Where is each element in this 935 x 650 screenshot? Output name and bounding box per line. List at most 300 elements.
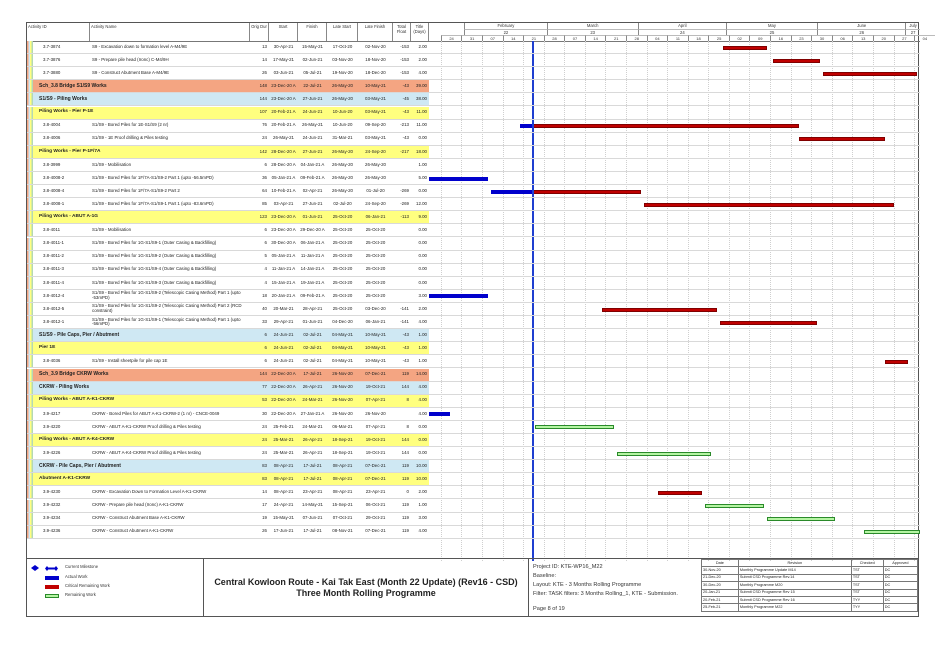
wbs-row[interactable] [27, 395, 920, 408]
cell-dur: 6 [264, 358, 267, 364]
week-label: 20 [873, 35, 894, 41]
wbs-level-stripes [27, 500, 33, 512]
cell-ls: 17-Oct-20 [332, 43, 353, 49]
cell-days: 0.00 [418, 266, 427, 272]
cell-lf: 07-Dec-21 [365, 462, 386, 468]
cell-lf: 18-Dec-20 [365, 69, 386, 75]
cell-ls: 25-Oct-20 [332, 253, 353, 259]
header-activity-id[interactable]: Activity ID [27, 23, 90, 41]
cell-start: 22-Dec-20 A [271, 397, 296, 403]
cell-id: 3.7-3876 [43, 56, 61, 62]
wbs-row[interactable] [27, 80, 920, 93]
cell-start: 05-Jan-21 A [271, 174, 296, 180]
revision-cell: Submit CSD Programme Rev 15 [738, 589, 851, 596]
revision-cell: DC [883, 589, 917, 596]
cell-id: CKRW - Piling Works [39, 384, 90, 391]
cell-tf [393, 290, 411, 302]
cell-id: Piling Works - ABUT A-K1-CKRW [39, 397, 115, 403]
cell-name: S1/S9 - Bored Piles for 1G-S1/S9-2 (Telescopic Casing Method) Part 2 (RCD constraint) [92, 303, 242, 314]
cell-ls: 31-Mar-21 [332, 135, 353, 141]
activity-row[interactable] [27, 54, 920, 67]
cell-name: S1/S9 - Mobilisation [92, 227, 132, 233]
cell-finish: 24-Jun-21 [302, 109, 323, 115]
header-title-days[interactable]: Title (Days) [411, 23, 429, 41]
cell-id: 3.8-4004 [43, 122, 61, 128]
month-number: 23 [547, 29, 638, 35]
wbs-level-stripes [27, 224, 33, 236]
cell-finish: 26-Apr-21 [302, 436, 323, 442]
cell-name: S1/S9 - Bored Piles for 1F/7A-S1/S9-2 Part 1 (upto -56.5mPD) [92, 174, 214, 180]
cell-tf [393, 238, 411, 250]
week-label: 16 [770, 35, 791, 41]
cell-finish: 01-Jun-21 [302, 318, 323, 324]
cell-days: 0.00 [418, 187, 427, 193]
activity-row[interactable] [27, 408, 920, 421]
programme-title [203, 559, 529, 617]
wbs-row[interactable] [27, 342, 920, 355]
cell-tf: -153 [400, 43, 409, 49]
activity-row[interactable] [27, 185, 920, 198]
wbs-row[interactable] [27, 473, 920, 486]
header-orig-dur[interactable]: Orig Dur [250, 23, 269, 41]
activity-row[interactable] [27, 251, 920, 264]
wbs-level-stripes [27, 185, 33, 197]
cell-days: 1.00 [418, 358, 427, 364]
cell-lf: 07-Apr-21 [365, 423, 386, 429]
revision-cell: 25-Feb-21 [702, 604, 739, 611]
cell-days: 4.00 [418, 384, 427, 390]
activity-row[interactable] [27, 421, 920, 434]
cell-days: 11.00 [416, 109, 427, 115]
wbs-row[interactable] [27, 460, 920, 473]
header-finish[interactable]: Finish [298, 23, 327, 41]
wbs-level-stripes [27, 526, 33, 538]
cell-dur: 64 [262, 187, 267, 193]
wbs-row[interactable] [27, 211, 920, 224]
cell-start: 20-Feb-21 A [271, 122, 296, 128]
cell-tf: -217 [400, 148, 409, 154]
cell-dur: 123 [259, 214, 267, 220]
cell-tf: -213 [400, 122, 409, 128]
activity-row[interactable] [27, 500, 920, 513]
cell-ls: 02-Jul-20 [333, 200, 352, 206]
cell-lf: 23-Apr-21 [365, 489, 386, 495]
legend-critical-remaining-work: Critical Remaining Work [65, 583, 110, 588]
cell-ls: 26-Nov-20 [332, 384, 353, 390]
cell-dur: 6 [264, 161, 267, 167]
cell-dur: 19 [262, 515, 267, 521]
week-label: 24 [441, 35, 462, 41]
cell-id: Piling Works - Pier P-1E [39, 109, 94, 115]
cell-tf: -113 [400, 214, 409, 220]
cell-finish: 27-Jun-21 [302, 148, 323, 154]
activity-row[interactable] [27, 264, 920, 277]
activity-row[interactable] [27, 513, 920, 526]
revision-cell: 20-Jan-21 [702, 589, 739, 596]
cell-name: S9 - Excavation down to formation level A-M4/9E [92, 43, 188, 49]
cell-id: Sch_3.8 Bridge S1/S9 Works [39, 83, 107, 90]
cell-id: 3.8-4036 [43, 358, 61, 364]
revision-cell: Monthly Programme M22 [738, 604, 851, 611]
cell-lf: 26-May-20 [365, 161, 386, 167]
cell-id: Piling Works - Pier P-1F/7A [39, 148, 101, 154]
cell-lf: 01-Jul-20 [366, 187, 385, 193]
footer [27, 558, 918, 617]
cell-finish: 11-Jan-21 A [300, 253, 325, 259]
revision-cell: DC [883, 596, 917, 603]
cell-name: S9 - Construct Abutment Base A-M4/9E [92, 69, 170, 75]
week-label: 13 [852, 35, 873, 41]
cell-ls: 08-Apr-21 [332, 462, 353, 468]
cell-tf [393, 264, 411, 276]
cell-tf: -141 [400, 305, 409, 311]
cell-finish: 26-May-21 [302, 122, 323, 128]
cell-finish: 17-Jul-21 [303, 462, 322, 468]
revision-row [702, 574, 918, 581]
cell-ls: 26-May-20 [332, 96, 353, 102]
cell-id: Pier 1E [39, 345, 56, 351]
title-line-2: Three Month Rolling Programme [296, 588, 436, 598]
milestone-symbol [31, 565, 39, 571]
revision-cell: 30-Dec-20 [702, 582, 739, 589]
wbs-row[interactable] [27, 107, 920, 120]
cell-finish: 17-Jul-21 [303, 476, 322, 482]
cell-days: 0.00 [418, 423, 427, 429]
cell-id: 3.7-3880 [43, 69, 61, 75]
cell-id: S1/S9 - Pile Caps, Pier / Abutment [39, 331, 120, 338]
cell-ls: 25-Oct-20 [332, 305, 353, 311]
cell-name: S1/S9 - Bored Piles for 1F/7A-S1/S9-2 Part 2 [92, 187, 180, 193]
week-label: 07 [482, 35, 503, 41]
revision-row [702, 604, 918, 611]
cell-start: 08-Apr-21 [273, 489, 294, 495]
header-late-start[interactable]: Late Start [327, 23, 358, 41]
week-label: 07 [564, 35, 585, 41]
wbs-row[interactable] [27, 93, 920, 106]
cell-id: 3.8-4008-1 [43, 200, 65, 206]
cell-ls: 04-May-21 [332, 331, 353, 337]
cell-finish: 02-Jun-21 [302, 56, 323, 62]
cell-start: 08-Apr-21 [273, 476, 294, 482]
revision-cell: TYY [851, 604, 883, 611]
cell-dur: 13 [262, 43, 267, 49]
cell-days: 0.00 [418, 240, 427, 246]
cell-days: 18.00 [416, 148, 427, 154]
month-label: May [726, 23, 817, 29]
cell-dur: 148 [259, 83, 267, 89]
cell-start: 30-Apr-21 [273, 43, 294, 49]
cell-days: 10.00 [416, 476, 427, 482]
week-label: 09 [749, 35, 770, 41]
revision-cell: DC [883, 582, 917, 589]
week-label: 23 [791, 35, 812, 41]
cell-days: 0.00 [418, 227, 427, 233]
cell-tf: -43 [402, 135, 409, 141]
cell-ls: 26-May-20 [332, 174, 353, 180]
cell-finish: 19-Jan-21 A [300, 279, 325, 285]
week-label: 14 [585, 35, 606, 41]
revision-row [702, 582, 918, 589]
activity-row[interactable] [27, 316, 920, 329]
cell-dur: 77 [262, 384, 267, 390]
cell-tf [393, 251, 411, 263]
cell-finish: 09-Feb-21 A [300, 174, 325, 180]
cell-finish: 06-Jan-21 A [300, 240, 325, 246]
cell-dur: 26 [262, 69, 267, 75]
cell-id: 3.8-4011-4 [43, 279, 64, 285]
cell-name: CKRW - Excavation Down to Formation Level A-K1-CKRW [92, 489, 207, 495]
header-start[interactable]: Start [269, 23, 298, 41]
revision-row [702, 589, 918, 596]
cell-tf: -153 [400, 69, 409, 75]
cell-start: 29-Apr-21 [273, 318, 294, 324]
cell-lf: 29-Oct-21 [365, 515, 386, 521]
activity-row[interactable] [27, 224, 920, 237]
cell-ls: 08-Nov-21 [332, 528, 353, 534]
cell-tf: 144 [401, 384, 409, 390]
week-label: 04 [914, 35, 935, 41]
cell-start: 17-May-21 [273, 56, 294, 62]
cell-lf: 25-Oct-20 [365, 240, 386, 246]
header-activity-name[interactable]: Activity Name [90, 23, 250, 41]
cell-dur: 24 [262, 449, 267, 455]
cell-days: 5.00 [418, 174, 427, 180]
cell-name: S1/S9 - Bored Piles for 1G-S1/S9-2 (Outer Casing & Backfilling) [92, 253, 217, 259]
wbs-level-stripes [27, 513, 33, 525]
cell-start: 23-Dec-20 A [271, 96, 296, 102]
cell-finish: 24-Mar-21 [302, 397, 323, 403]
activity-row[interactable] [27, 526, 920, 539]
activity-row[interactable] [27, 159, 920, 172]
wbs-level-stripes [27, 238, 33, 250]
cell-tf [393, 277, 411, 289]
cell-days: 1.00 [418, 502, 427, 508]
cell-days: 0.00 [418, 135, 427, 141]
activity-row[interactable] [27, 172, 920, 185]
cell-dur: 6 [264, 227, 267, 233]
cell-name: CKRW - ABUT A-K4-CKRW Proof drilling & Piles testing [92, 449, 201, 455]
cell-id: Piling Works - ABUT A-1G [39, 214, 98, 220]
week-label: 06 [832, 35, 853, 41]
cell-start: 23-Dec-20 A [271, 214, 296, 220]
wbs-level-stripes [27, 41, 33, 53]
cell-id: 3.8-4011 [43, 227, 61, 233]
cell-name: CKRW - Construct Abutment Base A-K1-CKRW [92, 515, 185, 521]
week-label: 02 [729, 35, 750, 41]
cell-name: CKRW - Construct Abutment A-K1-CKRW [92, 528, 174, 534]
wbs-row[interactable] [27, 434, 920, 447]
activity-row[interactable] [27, 303, 920, 316]
wbs-row[interactable] [27, 329, 920, 342]
cell-dur: 33 [262, 318, 267, 324]
cell-days: 14.00 [416, 371, 427, 377]
cell-lf: 19-Oct-21 [365, 436, 386, 442]
cell-finish: 27-Jun-21 [302, 96, 323, 102]
cell-start: 20-Jan-21 A [271, 292, 296, 298]
cell-id: 3.9-4220 [43, 423, 61, 429]
cell-lf: 24-Sep-20 [365, 148, 386, 154]
critical-work-swatch [45, 585, 59, 589]
wbs-level-stripes [27, 486, 33, 498]
cell-ls: 25-Oct-20 [332, 279, 353, 285]
cell-tf: 119 [402, 515, 409, 521]
cell-start: 24-Apr-21 [273, 502, 294, 508]
cell-start: 24-Jun-21 [273, 358, 294, 364]
cell-lf: 19-Oct-21 [365, 384, 386, 390]
cell-finish: 24-Mar-21 [302, 423, 323, 429]
cell-tf: -43 [402, 345, 409, 351]
title-line-1: Central Kowloon Route - Kai Tak East (Month 22 Update) (Rev16 - CSD) [214, 577, 518, 587]
activity-row[interactable] [27, 486, 920, 499]
wbs-level-stripes [27, 277, 33, 289]
cell-name: S1/S9 - Bored Piles for 1F/7A-S1/S9-1 Part 1 (upto -83.6mPD) [92, 200, 214, 206]
cell-id: CKRW - Pile Caps, Pier / Abutment [39, 462, 121, 469]
cell-finish: 29-Dec-20 A [300, 227, 325, 233]
cell-finish: 02-Jul-21 [303, 331, 322, 337]
cell-dur: 14 [262, 489, 267, 495]
cell-tf: 8 [406, 397, 409, 403]
cell-days: 4.00 [418, 397, 427, 403]
cell-finish: 26-Apr-21 [302, 449, 323, 455]
cell-finish: 01-Jun-21 [302, 214, 323, 220]
activity-row[interactable] [27, 290, 920, 303]
cell-dur: 142 [259, 148, 267, 154]
activity-row[interactable] [27, 277, 920, 290]
cell-tf: -43 [402, 331, 409, 337]
cell-lf: 25-Oct-20 [365, 279, 386, 285]
cell-dur: 24 [262, 423, 267, 429]
activity-row[interactable] [27, 238, 920, 251]
week-label: 31 [461, 35, 482, 41]
cell-days: 11.00 [416, 122, 427, 128]
week-label: 28 [544, 35, 565, 41]
cell-finish: 23-Apr-21 [302, 489, 323, 495]
cell-id: 3.8-4011-3 [43, 266, 64, 272]
cell-dur: 5 [264, 253, 267, 259]
cell-ls: 18-Sep-21 [332, 436, 353, 442]
wbs-row[interactable] [27, 369, 920, 382]
cell-name: S1/S9 - Bored Piles for 1G-S1/S9-1 (Telescopic Casing Method) Part 1 (upto -56mPD) [92, 316, 241, 327]
cell-days: 1.00 [418, 161, 427, 167]
header-total-float[interactable]: Total Float [393, 23, 411, 41]
revision-cell: TST [851, 574, 883, 581]
cell-lf: 03-May-21 [365, 109, 386, 115]
wbs-row[interactable] [27, 382, 920, 395]
cell-days: 4.00 [418, 528, 427, 534]
cell-ls: 25-Oct-20 [332, 227, 353, 233]
cell-ls: 26-May-20 [332, 187, 353, 193]
cell-name: CKRW - Bored Piles for ABUT A-K1-CKRW-2 (1 nr) - CNCE-0049 [92, 410, 220, 416]
activity-row[interactable] [27, 41, 920, 54]
activity-row[interactable] [27, 198, 920, 211]
cell-name: S1/S9 - 1E Proof drilling & Piles testing [92, 135, 168, 141]
cell-dur: 36 [262, 174, 267, 180]
cell-ls: 25-Oct-20 [332, 240, 353, 246]
activity-row[interactable] [27, 67, 920, 80]
cell-ls: 03-Nov-20 [332, 56, 353, 62]
week-label: 14 [503, 35, 524, 41]
cell-days: 2.00 [418, 43, 427, 49]
cell-tf: -43 [402, 109, 409, 115]
cell-days: 38.00 [416, 96, 427, 102]
cell-tf: 8 [406, 423, 409, 429]
cell-name: S1/S9 - Bored Piles for 1G-S1/S9-3 (Outer Casing & Backfilling) [92, 279, 217, 285]
cell-dur: 144 [259, 96, 267, 102]
cell-name: CKRW - ABUT A-K1-CKRW Proof drilling & Piles testing [92, 423, 201, 429]
wbs-level-stripes [27, 54, 33, 66]
project-info [533, 563, 703, 614]
wbs-level-stripes [27, 290, 33, 302]
activity-row[interactable] [27, 355, 920, 368]
cell-days: 2.00 [418, 489, 427, 495]
cell-start: 24-Jun-21 [273, 331, 294, 337]
revision-cell: DC [883, 604, 917, 611]
cell-lf: 03-May-21 [365, 135, 386, 141]
cell-start: 25-Mar-21 [273, 449, 294, 455]
cell-ls: 06-Mar-21 [332, 423, 353, 429]
cell-start: 10-Feb-21 A [271, 187, 296, 193]
wbs-row[interactable] [27, 146, 920, 159]
cell-finish: 22-Jul-21 [303, 83, 322, 89]
cell-lf: 07-Dec-21 [365, 371, 386, 377]
cell-start: 03-Jun-21 [273, 69, 294, 75]
cell-ls: 04-Dec-20 [332, 318, 353, 324]
wbs-level-stripes [27, 120, 33, 132]
cell-start: 23-Dec-20 A [271, 83, 296, 89]
wbs-level-stripes [27, 67, 33, 79]
cell-lf: 10-May-21 [365, 345, 386, 351]
actual-work-swatch [45, 576, 59, 580]
cell-start: 26-May-21 [273, 135, 294, 141]
cell-finish: 02-Apr-21 [302, 187, 323, 193]
month-number: 24 [638, 29, 726, 35]
cell-finish: 24-Jun-21 [302, 135, 323, 141]
cell-lf: 06-Oct-21 [365, 502, 386, 508]
cell-dur: 24 [262, 135, 267, 141]
week-label: 04 [647, 35, 668, 41]
cell-dur: 6 [264, 345, 267, 351]
cell-ls: 10-Jun-20 [332, 122, 353, 128]
wbs-level-stripes [27, 421, 33, 433]
cell-id: 3.8-4008-4 [43, 187, 65, 193]
cell-days: 10.00 [416, 462, 427, 468]
cell-dur: 4 [264, 266, 267, 272]
activity-row[interactable] [27, 133, 920, 146]
cell-dur: 83 [262, 462, 267, 468]
cell-lf: 24-Sep-20 [365, 200, 386, 206]
cell-tf: -45 [402, 96, 409, 102]
revision-cell: TST [851, 567, 883, 574]
cell-days: 2.00 [418, 305, 427, 311]
header-late-finish[interactable]: Late Finish [358, 23, 393, 41]
cell-ls: 19-Nov-20 [332, 69, 353, 75]
cell-finish: 02-Jul-21 [303, 358, 322, 364]
cell-finish: 14-May-21 [302, 502, 323, 508]
cell-finish: 07-Jun-21 [302, 515, 323, 521]
cell-id: 3.8-4011-2 [43, 253, 64, 259]
cell-ls: 26-May-20 [332, 161, 353, 167]
cell-lf: 25-Oct-20 [365, 266, 386, 272]
month-number: 22 [464, 29, 546, 35]
activity-row[interactable] [27, 120, 920, 133]
cell-id: 3.8-4012-4 [43, 292, 65, 298]
cell-start: 30-Dec-20 A [271, 240, 296, 246]
cell-start: 22-Dec-20 A [271, 410, 296, 416]
cell-id: 3.8-4011-1 [43, 240, 64, 246]
milestone-swatch [45, 566, 59, 569]
activity-row[interactable] [27, 447, 920, 460]
cell-dur: 26 [262, 528, 267, 534]
